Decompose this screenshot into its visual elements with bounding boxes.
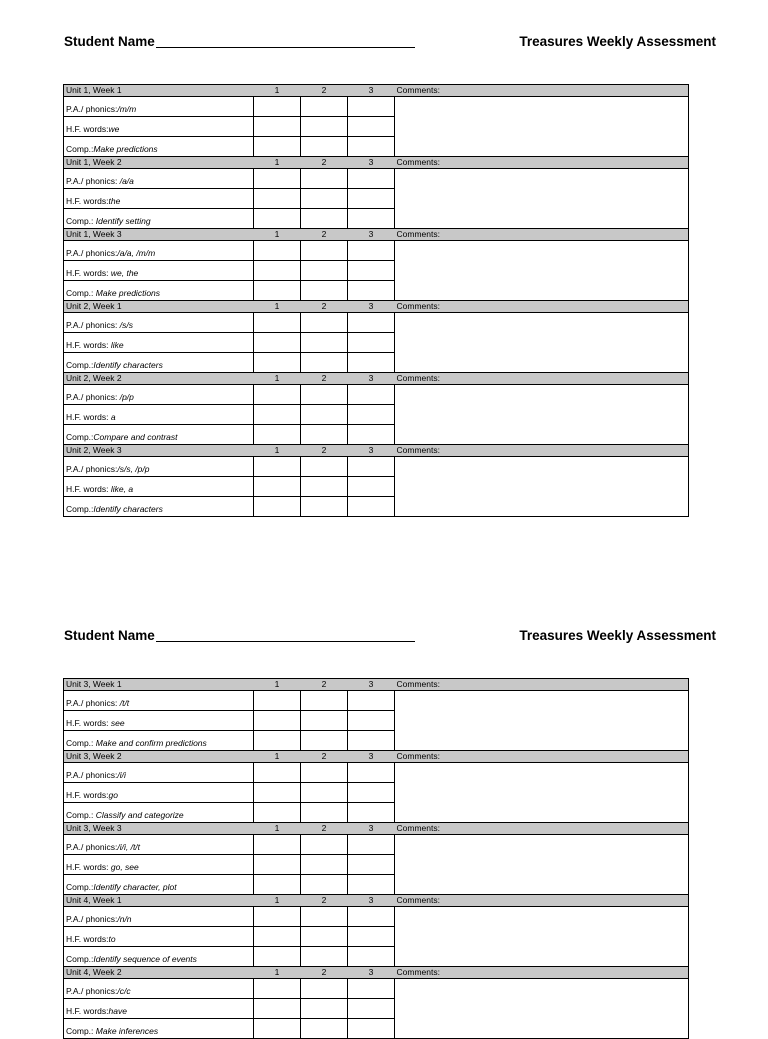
skill-category: P.A./ phonics: [66,464,118,474]
score-cell-3[interactable] [348,979,395,999]
skill-target: /s/s, /p/p [117,464,150,474]
score-cell-3[interactable] [348,97,395,117]
score-column-header-1: 1 [254,967,301,979]
skill-category: P.A./ phonics: [66,770,118,780]
comments-cell[interactable] [395,835,689,895]
score-column-header-2: 2 [301,967,348,979]
comments-header: Comments: [395,373,689,385]
skill-label [64,313,254,333]
score-cell-3[interactable] [348,875,395,895]
score-column-header-2: 2 [301,85,348,97]
score-cell-2[interactable] [301,313,348,333]
unit-header-row [64,967,689,979]
skill-category: P.A./ phonics: [66,104,118,114]
comments-header: Comments: [395,751,689,763]
score-cell-1[interactable] [254,405,301,425]
skill-label [64,947,254,967]
score-cell-1[interactable] [254,281,301,301]
score-cell-1[interactable] [254,313,301,333]
skill-category: P.A./ phonics: [66,320,120,330]
comments-header: Comments: [395,85,689,97]
score-column-header-3: 3 [348,373,395,385]
score-cell-2[interactable] [301,731,348,751]
score-column-header-3: 3 [348,85,395,97]
skill-label [64,385,254,405]
student-name-field[interactable] [156,47,415,48]
score-column-header-3: 3 [348,157,395,169]
skill-label [64,261,254,281]
score-cell-1[interactable] [254,457,301,477]
comments-header: Comments: [395,301,689,313]
skill-label [64,477,254,497]
score-cell-2[interactable] [301,783,348,803]
skill-target: like [110,340,124,350]
unit-week-title: Unit 3, Week 1 [64,679,254,691]
skill-category: Comp.: [66,882,94,892]
unit-week-title: Unit 1, Week 3 [64,229,254,241]
student-name-label: Student Name [64,628,155,643]
score-cell-3[interactable] [348,425,395,445]
student-name-label: Student Name [64,34,155,49]
score-cell-1[interactable] [254,169,301,189]
score-column-header-3: 3 [348,967,395,979]
score-cell-3[interactable] [348,281,395,301]
skill-label [64,405,254,425]
score-cell-3[interactable] [348,241,395,261]
skill-category: H.F. words: [66,340,111,350]
score-cell-2[interactable] [301,763,348,783]
score-cell-1[interactable] [254,999,301,1019]
skill-target: /p/p [119,392,134,402]
skill-target: /m/m [117,104,137,114]
score-column-header-1: 1 [254,85,301,97]
score-cell-1[interactable] [254,711,301,731]
score-column-header-1: 1 [254,157,301,169]
skill-target: /c/c [117,986,131,996]
skill-label [64,763,254,783]
skill-target: /t/t [119,698,130,708]
score-cell-2[interactable] [301,117,348,137]
skill-target: have [108,1006,127,1016]
unit-week-title: Unit 1, Week 1 [64,85,254,97]
score-column-header-3: 3 [348,229,395,241]
skill-target: Classify and categorize [95,810,184,820]
skill-category: H.F. words: [66,268,111,278]
unit-header-row [64,823,689,835]
skill-target: /i/i [117,770,126,780]
score-cell-1[interactable] [254,1019,301,1039]
skill-target: Compare and contrast [93,432,178,442]
score-cell-1[interactable] [254,783,301,803]
skill-label [64,907,254,927]
score-cell-1[interactable] [254,835,301,855]
skill-category: P.A./ phonics: [66,392,120,402]
skill-category: P.A./ phonics: [66,698,120,708]
score-cell-2[interactable] [301,947,348,967]
score-cell-2[interactable] [301,927,348,947]
score-cell-2[interactable] [301,353,348,373]
score-cell-3[interactable] [348,189,395,209]
score-column-header-2: 2 [301,229,348,241]
skill-target: /a/a, /m/m [117,248,156,258]
score-column-header-3: 3 [348,445,395,457]
skill-category: Comp.: [66,1026,96,1036]
comments-cell[interactable] [395,97,689,157]
skill-target: Identify characters [93,360,163,370]
score-cell-3[interactable] [348,783,395,803]
score-cell-1[interactable] [254,477,301,497]
comments-cell[interactable] [395,907,689,967]
score-cell-2[interactable] [301,999,348,1019]
skill-target: we [108,124,120,134]
skill-label [64,1019,254,1039]
unit-header-row [64,895,689,907]
score-column-header-2: 2 [301,157,348,169]
comments-header: Comments: [395,157,689,169]
skill-category: H.F. words: [66,934,109,944]
skill-target: go, see [110,862,139,872]
skill-target: see [110,718,125,728]
skill-label [64,835,254,855]
skill-label [64,189,254,209]
skill-label [64,875,254,895]
skill-row [64,457,689,477]
score-cell-3[interactable] [348,711,395,731]
score-cell-1[interactable] [254,763,301,783]
skill-label [64,855,254,875]
comments-cell[interactable] [395,385,689,445]
skill-label [64,783,254,803]
score-column-header-2: 2 [301,445,348,457]
skill-row [64,169,689,189]
score-cell-1[interactable] [254,209,301,229]
score-cell-3[interactable] [348,947,395,967]
score-cell-1[interactable] [254,261,301,281]
skill-row [64,313,689,333]
score-cell-3[interactable] [348,1019,395,1039]
score-cell-2[interactable] [301,189,348,209]
score-cell-1[interactable] [254,947,301,967]
score-column-header-1: 1 [254,373,301,385]
score-cell-2[interactable] [301,385,348,405]
unit-week-title: Unit 2, Week 2 [64,373,254,385]
skill-category: H.F. words: [66,196,109,206]
score-cell-3[interactable] [348,999,395,1019]
comments-header: Comments: [395,679,689,691]
skill-label [64,97,254,117]
skill-label [64,691,254,711]
comments-cell[interactable] [395,691,689,751]
score-cell-3[interactable] [348,385,395,405]
score-cell-2[interactable] [301,979,348,999]
skill-category: Comp.: [66,288,96,298]
score-column-header-3: 3 [348,895,395,907]
comments-cell[interactable] [395,169,689,229]
score-cell-3[interactable] [348,927,395,947]
skill-category: P.A./ phonics: [66,248,118,258]
skill-category: Comp.: [66,810,96,820]
score-cell-3[interactable] [348,353,395,373]
skill-row [64,97,689,117]
unit-week-title: Unit 2, Week 3 [64,445,254,457]
score-column-header-1: 1 [254,229,301,241]
unit-header-row [64,85,689,97]
skill-target: Identify character, plot [93,882,177,892]
skill-target: we, the [110,268,139,278]
comments-header: Comments: [395,895,689,907]
unit-header-row [64,373,689,385]
score-cell-2[interactable] [301,281,348,301]
unit-week-title: Unit 3, Week 3 [64,823,254,835]
score-cell-1[interactable] [254,385,301,405]
skill-target: /a/a [119,176,134,186]
skill-category: P.A./ phonics: [66,842,118,852]
score-cell-2[interactable] [301,907,348,927]
score-cell-1[interactable] [254,189,301,209]
skill-target: Make and confirm predictions [95,738,207,748]
score-cell-3[interactable] [348,405,395,425]
score-column-header-1: 1 [254,823,301,835]
score-cell-2[interactable] [301,425,348,445]
comments-cell[interactable] [395,979,689,1039]
score-cell-3[interactable] [348,169,395,189]
score-column-header-2: 2 [301,301,348,313]
skill-label [64,731,254,751]
score-column-header-3: 3 [348,751,395,763]
comments-cell[interactable] [395,457,689,517]
skill-target: Identify sequence of events [93,954,197,964]
skill-label [64,979,254,999]
score-cell-2[interactable] [301,137,348,157]
skill-category: H.F. words: [66,124,109,134]
skill-row [64,979,689,999]
skill-row [64,763,689,783]
score-column-header-3: 3 [348,679,395,691]
score-cell-1[interactable] [254,241,301,261]
unit-header-row [64,679,689,691]
skill-target: Identify setting [95,216,151,226]
skill-category: P.A./ phonics: [66,176,120,186]
skill-row [64,835,689,855]
score-cell-2[interactable] [301,477,348,497]
skill-label [64,927,254,947]
score-column-header-2: 2 [301,895,348,907]
score-column-header-1: 1 [254,301,301,313]
score-cell-3[interactable] [348,333,395,353]
skill-target: /s/s [119,320,133,330]
score-cell-2[interactable] [301,691,348,711]
skill-label [64,241,254,261]
score-column-header-3: 3 [348,301,395,313]
skill-label [64,137,254,157]
score-column-header-2: 2 [301,823,348,835]
skill-target: like, a [110,484,134,494]
unit-week-title: Unit 1, Week 2 [64,157,254,169]
unit-header-row [64,751,689,763]
assessment-table-2 [63,678,689,1039]
skill-label [64,169,254,189]
skill-label [64,457,254,477]
score-cell-3[interactable] [348,497,395,517]
score-cell-3[interactable] [348,477,395,497]
score-cell-2[interactable] [301,241,348,261]
skill-category: H.F. words: [66,484,111,494]
score-cell-3[interactable] [348,117,395,137]
unit-week-title: Unit 3, Week 2 [64,751,254,763]
score-column-header-2: 2 [301,751,348,763]
skill-target: Identify characters [93,504,163,514]
score-cell-3[interactable] [348,803,395,823]
student-name-field[interactable] [156,641,415,642]
score-column-header-1: 1 [254,445,301,457]
score-cell-2[interactable] [301,855,348,875]
score-cell-1[interactable] [254,803,301,823]
skill-target: the [108,196,121,206]
score-cell-3[interactable] [348,691,395,711]
skill-category: H.F. words: [66,718,111,728]
score-cell-2[interactable] [301,97,348,117]
score-cell-1[interactable] [254,117,301,137]
score-column-header-2: 2 [301,373,348,385]
score-cell-3[interactable] [348,137,395,157]
skill-label [64,497,254,517]
score-cell-1[interactable] [254,137,301,157]
assessment-title: Treasures Weekly Assessment [519,34,716,49]
score-cell-3[interactable] [348,855,395,875]
score-cell-3[interactable] [348,313,395,333]
comments-header: Comments: [395,823,689,835]
comments-cell[interactable] [395,313,689,373]
skill-category: Comp.: [66,144,94,154]
score-cell-2[interactable] [301,835,348,855]
score-column-header-3: 3 [348,823,395,835]
unit-header-row [64,157,689,169]
score-cell-3[interactable] [348,835,395,855]
skill-label [64,117,254,137]
skill-target: Make inferences [95,1026,159,1036]
score-cell-1[interactable] [254,979,301,999]
score-column-header-2: 2 [301,679,348,691]
comments-cell[interactable] [395,763,689,823]
unit-header-row [64,229,689,241]
unit-week-title: Unit 4, Week 1 [64,895,254,907]
skill-target: Make predictions [95,288,161,298]
unit-week-title: Unit 4, Week 2 [64,967,254,979]
skill-category: Comp.: [66,954,94,964]
skill-target: go [108,790,118,800]
skill-category: Comp.: [66,432,94,442]
skill-row [64,907,689,927]
score-cell-2[interactable] [301,875,348,895]
unit-week-title: Unit 2, Week 1 [64,301,254,313]
skill-row [64,241,689,261]
score-cell-2[interactable] [301,209,348,229]
score-column-header-1: 1 [254,751,301,763]
score-cell-2[interactable] [301,803,348,823]
score-cell-3[interactable] [348,731,395,751]
skill-target: a [110,412,116,422]
skill-label [64,803,254,823]
skill-target: Make predictions [93,144,158,154]
score-cell-1[interactable] [254,425,301,445]
score-cell-2[interactable] [301,169,348,189]
score-cell-2[interactable] [301,261,348,281]
skill-label [64,209,254,229]
skill-label [64,425,254,445]
score-cell-1[interactable] [254,907,301,927]
score-cell-3[interactable] [348,261,395,281]
score-column-header-1: 1 [254,895,301,907]
comments-header: Comments: [395,229,689,241]
skill-target: /n/n [117,914,132,924]
skill-category: P.A./ phonics: [66,986,118,996]
score-cell-1[interactable] [254,927,301,947]
assessment-title: Treasures Weekly Assessment [519,628,716,643]
skill-category: Comp.: [66,216,96,226]
skill-label [64,281,254,301]
unit-header-row [64,445,689,457]
skill-category: Comp.: [66,360,94,370]
skill-label [64,333,254,353]
score-cell-1[interactable] [254,691,301,711]
score-cell-1[interactable] [254,97,301,117]
comments-header: Comments: [395,967,689,979]
unit-header-row [64,301,689,313]
score-cell-3[interactable] [348,457,395,477]
score-cell-2[interactable] [301,711,348,731]
score-cell-2[interactable] [301,333,348,353]
assessment-header-2 [0,625,768,649]
assessment-header-1 [0,31,768,55]
score-cell-3[interactable] [348,907,395,927]
score-cell-2[interactable] [301,457,348,477]
assessment-table-1 [63,84,689,517]
score-cell-2[interactable] [301,1019,348,1039]
score-cell-1[interactable] [254,497,301,517]
skill-category: Comp.: [66,738,96,748]
skill-label [64,353,254,373]
score-cell-1[interactable] [254,855,301,875]
score-cell-3[interactable] [348,209,395,229]
skill-category: H.F. words: [66,1006,109,1016]
skill-row [64,385,689,405]
score-cell-1[interactable] [254,333,301,353]
skill-category: H.F. words: [66,412,111,422]
skill-target: /i/i, /t/t [117,842,141,852]
score-cell-2[interactable] [301,497,348,517]
score-cell-1[interactable] [254,875,301,895]
skill-category: P.A./ phonics: [66,914,118,924]
skill-category: H.F. words: [66,790,109,800]
comments-cell[interactable] [395,241,689,301]
score-cell-1[interactable] [254,353,301,373]
score-column-header-1: 1 [254,679,301,691]
skill-target: to [108,934,116,944]
comments-header: Comments: [395,445,689,457]
skill-category: H.F. words: [66,862,111,872]
score-cell-1[interactable] [254,731,301,751]
skill-category: Comp.: [66,504,94,514]
skill-label [64,999,254,1019]
score-cell-2[interactable] [301,405,348,425]
score-cell-3[interactable] [348,763,395,783]
skill-label [64,711,254,731]
skill-row [64,691,689,711]
